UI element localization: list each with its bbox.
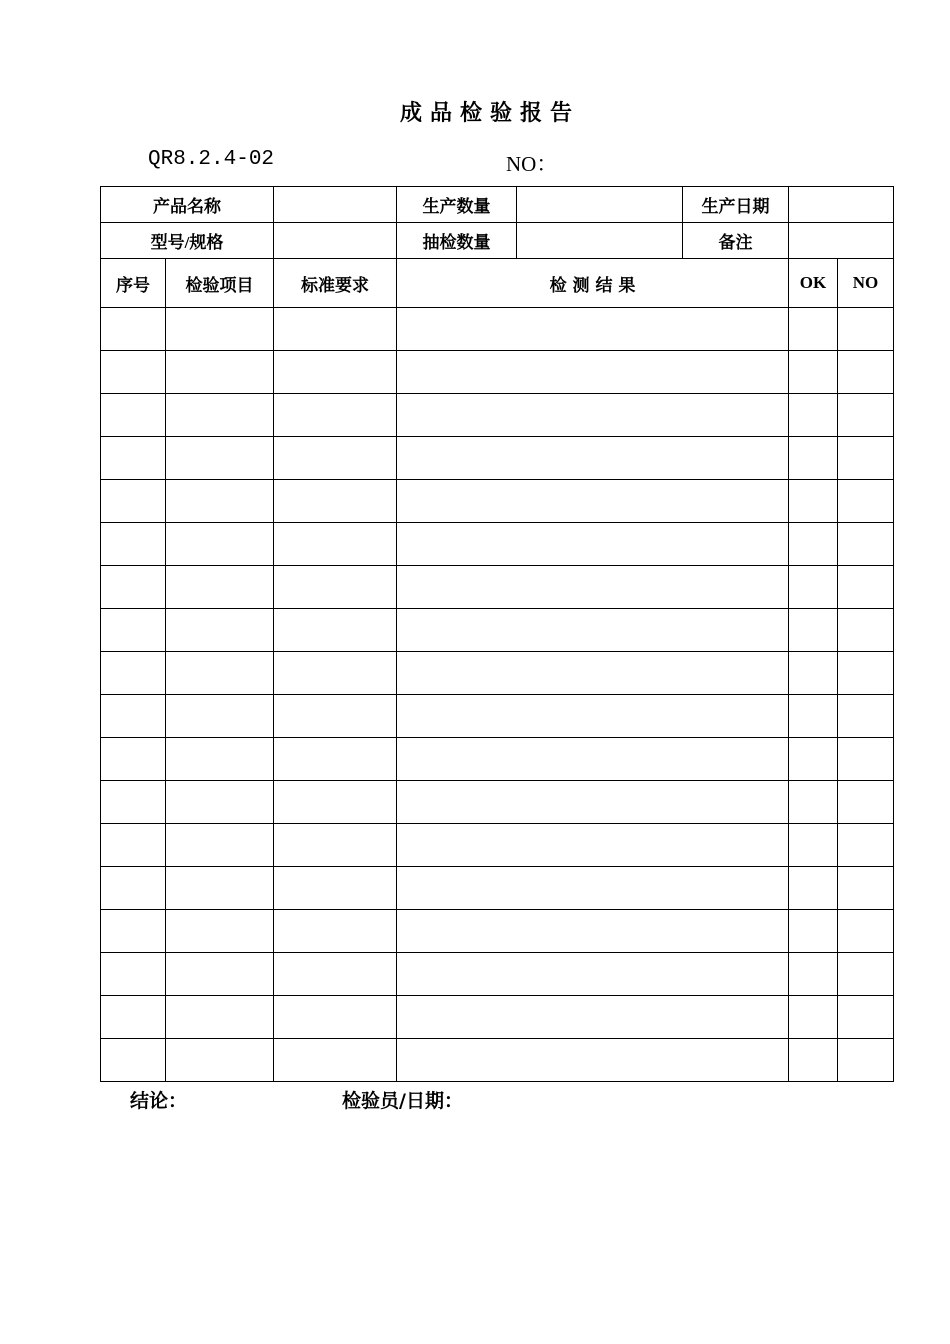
ok-cell[interactable] — [789, 738, 838, 781]
item-cell[interactable] — [166, 351, 274, 394]
result-cell[interactable] — [397, 738, 789, 781]
result-cell[interactable] — [397, 394, 789, 437]
model-spec-label — [101, 223, 274, 259]
no-cell[interactable] — [838, 781, 894, 824]
ok-cell[interactable] — [789, 867, 838, 910]
standard-cell[interactable] — [274, 652, 397, 695]
table-row — [101, 1039, 894, 1082]
result-cell[interactable] — [397, 652, 789, 695]
production-qty-label: 生产数量 — [397, 187, 517, 223]
item-cell[interactable] — [166, 1039, 274, 1082]
standard-cell[interactable] — [274, 867, 397, 910]
remarks-value[interactable] — [789, 223, 894, 259]
col-header-item: 检验项目 — [166, 259, 274, 308]
item-cell[interactable] — [166, 437, 274, 480]
item-cell[interactable] — [166, 867, 274, 910]
table-row — [101, 351, 894, 394]
product-name-label: 产品名称 — [101, 187, 274, 223]
production-date-value[interactable] — [789, 187, 894, 223]
seq-cell[interactable] — [101, 652, 166, 695]
result-cell[interactable] — [397, 523, 789, 566]
item-cell[interactable] — [166, 953, 274, 996]
standard-cell[interactable] — [274, 1039, 397, 1082]
standard-cell[interactable] — [274, 996, 397, 1039]
ok-cell[interactable] — [789, 351, 838, 394]
item-cell[interactable] — [166, 738, 274, 781]
table-row — [101, 394, 894, 437]
result-cell[interactable] — [397, 781, 789, 824]
col-header-ok: OK — [789, 259, 838, 308]
info-row-2 — [101, 223, 894, 259]
standard-cell[interactable] — [274, 609, 397, 652]
standard-cell[interactable] — [274, 695, 397, 738]
standard-cell[interactable] — [274, 910, 397, 953]
result-cell[interactable] — [397, 566, 789, 609]
item-cell[interactable] — [166, 652, 274, 695]
result-cell[interactable] — [397, 437, 789, 480]
seq-cell[interactable] — [101, 437, 166, 480]
remarks-label: 备注 — [683, 223, 789, 259]
seq-cell[interactable] — [101, 394, 166, 437]
ok-cell[interactable] — [789, 996, 838, 1039]
seq-cell[interactable] — [101, 523, 166, 566]
table-row — [101, 566, 894, 609]
inspector-date-label: 检验员/日期： — [342, 1090, 463, 1112]
production-date-label: 生产日期 — [683, 187, 789, 223]
ok-cell[interactable] — [789, 695, 838, 738]
no-cell[interactable] — [838, 523, 894, 566]
result-cell[interactable] — [397, 609, 789, 652]
item-cell[interactable] — [166, 996, 274, 1039]
seq-cell[interactable] — [101, 738, 166, 781]
result-cell[interactable] — [397, 910, 789, 953]
no-cell[interactable] — [838, 394, 894, 437]
info-row-1 — [101, 187, 894, 223]
ok-cell[interactable] — [789, 824, 838, 867]
no-cell[interactable] — [838, 695, 894, 738]
no-cell[interactable] — [838, 566, 894, 609]
seq-cell[interactable] — [101, 308, 166, 351]
standard-cell[interactable] — [274, 394, 397, 437]
report-title: 成品检验报告 — [399, 101, 580, 126]
standard-cell[interactable] — [274, 351, 397, 394]
model-spec-value[interactable] — [274, 223, 397, 259]
col-header-no: NO — [838, 259, 894, 308]
ok-cell[interactable] — [789, 480, 838, 523]
result-cell[interactable] — [397, 695, 789, 738]
standard-cell[interactable] — [274, 523, 397, 566]
ok-cell[interactable] — [789, 910, 838, 953]
result-cell[interactable] — [397, 953, 789, 996]
no-cell[interactable] — [838, 308, 894, 351]
seq-cell[interactable] — [101, 910, 166, 953]
no-cell[interactable] — [838, 867, 894, 910]
seq-cell[interactable] — [101, 351, 166, 394]
table-row — [101, 523, 894, 566]
seq-cell[interactable] — [101, 480, 166, 523]
item-cell[interactable] — [166, 695, 274, 738]
standard-cell[interactable] — [274, 953, 397, 996]
item-cell[interactable] — [166, 824, 274, 867]
model-spec-text: 型号/规格 — [150, 233, 224, 252]
item-cell[interactable] — [166, 781, 274, 824]
ok-cell[interactable] — [789, 437, 838, 480]
ok-cell[interactable] — [789, 953, 838, 996]
table-row — [101, 996, 894, 1039]
result-cell[interactable] — [397, 351, 789, 394]
standard-cell[interactable] — [274, 480, 397, 523]
seq-cell[interactable] — [101, 996, 166, 1039]
item-cell[interactable] — [166, 523, 274, 566]
column-header-row — [101, 259, 894, 308]
item-cell[interactable] — [166, 566, 274, 609]
standard-cell[interactable] — [274, 308, 397, 351]
conclusion-label: 结论： — [130, 1090, 188, 1112]
ok-cell[interactable] — [789, 308, 838, 351]
table-row — [101, 695, 894, 738]
ok-cell[interactable] — [789, 652, 838, 695]
no-cell[interactable] — [838, 910, 894, 953]
seq-cell[interactable] — [101, 953, 166, 996]
result-cell[interactable] — [397, 867, 789, 910]
ok-cell[interactable] — [789, 523, 838, 566]
no-cell[interactable] — [838, 351, 894, 394]
ok-cell[interactable] — [789, 1039, 838, 1082]
table-row — [101, 609, 894, 652]
item-cell[interactable] — [166, 394, 274, 437]
inspection-table — [100, 186, 894, 1082]
no-cell[interactable] — [838, 480, 894, 523]
no-cell[interactable] — [838, 652, 894, 695]
item-cell[interactable] — [166, 609, 274, 652]
no-cell[interactable] — [838, 609, 894, 652]
result-cell[interactable] — [397, 308, 789, 351]
standard-cell[interactable] — [274, 566, 397, 609]
standard-cell[interactable] — [274, 824, 397, 867]
seq-cell[interactable] — [101, 824, 166, 867]
item-cell[interactable] — [166, 308, 274, 351]
sample-qty-value[interactable] — [517, 223, 683, 259]
table-row — [101, 738, 894, 781]
no-cell[interactable] — [838, 953, 894, 996]
document-code: QR8.2.4-02 — [148, 148, 275, 171]
table-row — [101, 652, 894, 695]
product-name-value[interactable] — [274, 187, 397, 223]
table-row — [101, 437, 894, 480]
sample-qty-label: 抽检数量 — [397, 223, 517, 259]
table-row — [101, 953, 894, 996]
standard-cell[interactable] — [274, 781, 397, 824]
no-cell[interactable] — [838, 738, 894, 781]
seq-cell[interactable] — [101, 867, 166, 910]
seq-cell[interactable] — [101, 781, 166, 824]
ok-cell[interactable] — [789, 394, 838, 437]
result-cell[interactable] — [397, 996, 789, 1039]
col-header-seq: 序号 — [101, 259, 166, 308]
no-cell[interactable] — [838, 996, 894, 1039]
standard-cell[interactable] — [274, 738, 397, 781]
ok-cell[interactable] — [789, 609, 838, 652]
standard-cell[interactable] — [274, 437, 397, 480]
ok-cell[interactable] — [789, 566, 838, 609]
item-cell[interactable] — [166, 910, 274, 953]
no-cell[interactable] — [838, 1039, 894, 1082]
table-row — [101, 867, 894, 910]
seq-cell[interactable] — [101, 566, 166, 609]
no-cell[interactable] — [838, 824, 894, 867]
table-row — [101, 781, 894, 824]
no-cell[interactable] — [838, 437, 894, 480]
table-row — [101, 910, 894, 953]
production-qty-value[interactable] — [517, 187, 683, 223]
seq-cell[interactable] — [101, 695, 166, 738]
seq-cell[interactable] — [101, 609, 166, 652]
ok-cell[interactable] — [789, 781, 838, 824]
seq-cell[interactable] — [101, 1039, 166, 1082]
result-cell[interactable] — [397, 824, 789, 867]
col-header-result: 检 测 结 果 — [397, 259, 789, 308]
table-row — [101, 824, 894, 867]
report-number-label: NO： — [506, 152, 558, 176]
item-cell[interactable] — [166, 480, 274, 523]
table-row — [101, 480, 894, 523]
result-cell[interactable] — [397, 480, 789, 523]
result-cell[interactable] — [397, 1039, 789, 1082]
table-row — [101, 308, 894, 351]
col-header-standard: 标准要求 — [274, 259, 397, 308]
